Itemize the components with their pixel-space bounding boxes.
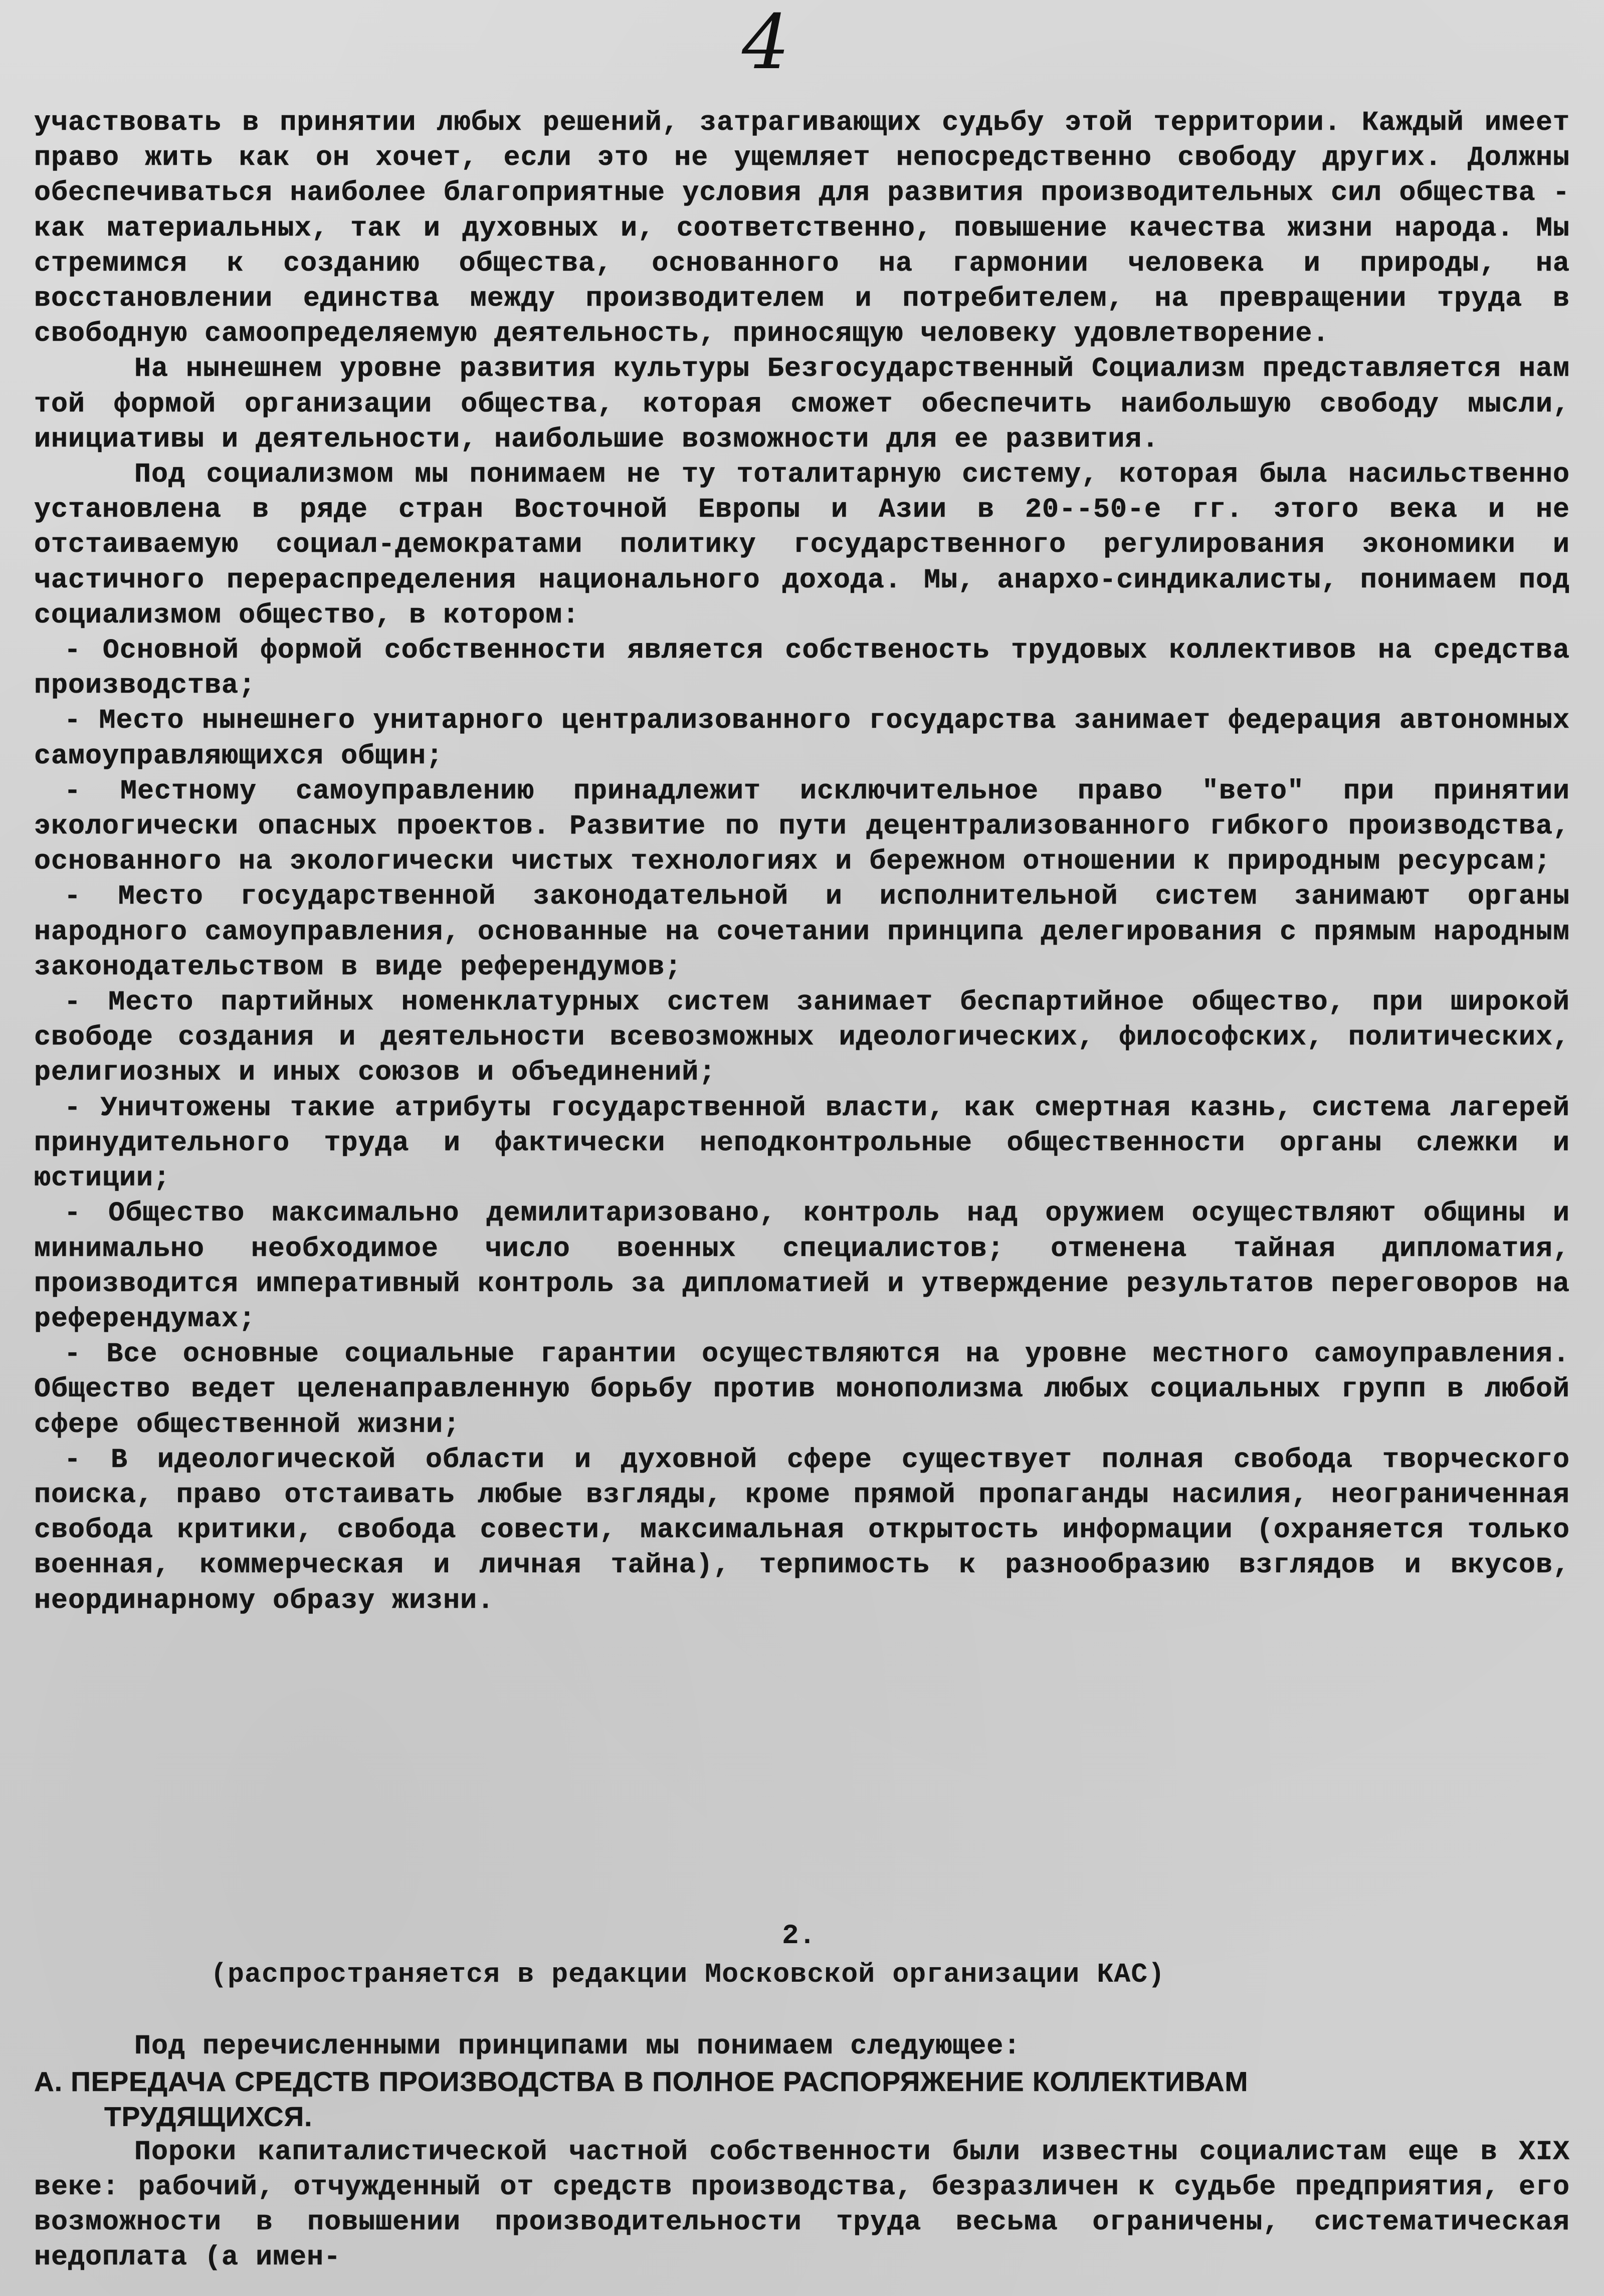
section-2-text-block	[34, 2029, 1570, 2275]
paragraph-stateless-socialism: На нынешнем уровне развития культуры Безгосударственный Социализм представляется нам той формой организации общества, которая сможет обеспечить наибольшую свободу мысли, инициативы и деятельности, наибольшие возможности для ее развития.	[34, 353, 1570, 455]
list-item: - Основной формой собственности является собственость трудовых коллективов на средства производства;	[34, 635, 1570, 702]
list-item: - Место партийных номенклатурных систем занимает беспартийное общество, при широкой свободе создания и деятельности всевозможных идеологических, философских, политических, религиозных и иных союзов и объединений;	[34, 986, 1570, 1089]
list-item: - Местному самоуправлению принадлежит исключительное право "вето" при принятии экологически опасных проектов. Развитие по пути децентрализованного гибкого производства, основанного на экологически чистых технологиях и бережном отношении к природным ресурсам;	[34, 775, 1570, 878]
paragraph-socialism-definition: Под социализмом мы понимаем не ту тоталитарную систему, которая была насильственно установлена в ряде стран Восточной Европы и Азии в 20--50-е гг. этого века и не отстаиваемую социал-демократами политику государственного регулирования экономики и частичного перераспределения национального дохода. Мы, анархо-синдикалисты, понимаем под социализмом общество, в котором:	[34, 459, 1570, 631]
list-item: - Место нынешнего унитарного централизованного государства занимает федерация автономных самоуправляющихся общин;	[34, 705, 1570, 772]
section-intro: Под перечисленными принципами мы понимаем следующее:	[134, 2030, 1021, 2062]
list-item: - Место государственной законодательной и исполнительной систем занимают органы народного самоуправления, основанные на сочетании принципа делегирования с прямым народным законодательством в виде референдумов;	[34, 881, 1570, 983]
heading-a-line-1: А. ПЕРЕДАЧА СРЕДСТВ ПРОИЗВОДСТВА В ПОЛНОЕ РАСПОРЯЖЕНИЕ КОЛЛЕКТИВАМ	[34, 2066, 1249, 2098]
paragraph-continuation: участвовать в принятии любых решений, затрагивающих судьбу этой территории. Каждый имеет право жить как он хочет, если это не ущемляет непосредственно свободу других. Должны обеспечиваться наиболее благоприятные условия для развития производительных сил общества - как материальных, так и духовных и, соответственно, повышение качества жизни народа. Мы стремимся к созданию общества, основанного на гармонии человека и природы, на восстановлении единства между производителем и потребителем, на превращении труда в свободную самоопределяемую деятельность, приносящую человеку удовлетворение.	[34, 107, 1570, 350]
page-number: 4	[742, 0, 790, 86]
heading-a-line-2: ТРУДЯЩИХСЯ.	[104, 2101, 313, 2133]
list-item: - В идеологической области и духовной сфере существует полная свобода творческого поиска, право отстаивать любые взгляды, кроме прямой пропаганды насилия, неограниченная свобода критики, свобода совести, максимальная открытость информации (охраняется только военная, коммерческая и личная тайна), терпимость к разнообразию взглядов и вкусов, неординарному образу жизни.	[34, 1443, 1570, 1616]
section-note: (распространяется в редакции Московской организации КАС)	[211, 1959, 1165, 1990]
list-item: - Общество максимально демилитаризовано, контроль над оружием осуществляют общины и минимально необходимое число военных специалистов; отменена тайная дипломатия, производится императивный контроль за дипломатией и утверждение результатов переговоров на референдумах;	[34, 1197, 1570, 1335]
paragraph-capitalist-property: Пороки капиталистической частной собственности были известны социалистам еще в XIX веке: рабочий, отчужденный от средств производства, безразличен к судьбе предприятия, его возможности в повышении производительности труда весьма ограничены, систематическая недоплата (а имен-	[34, 2136, 1570, 2273]
section-number: 2.	[782, 1920, 816, 1952]
list-item: - Уничтожены такие атрибуты государственной власти, как смертная казнь, система лагерей принудительного труда и фактически неподконтрольные общественности органы слежки и юстиции;	[34, 1092, 1570, 1194]
list-item: - Все основные социальные гарантии осуществляются на уровне местного самоуправления. Общество ведет целенаправленную борьбу против монополизма любых социальных групп в любой сфере общественной жизни;	[34, 1338, 1570, 1440]
section-heading-a	[34, 2064, 1570, 2134]
main-text-block	[34, 105, 1570, 1618]
